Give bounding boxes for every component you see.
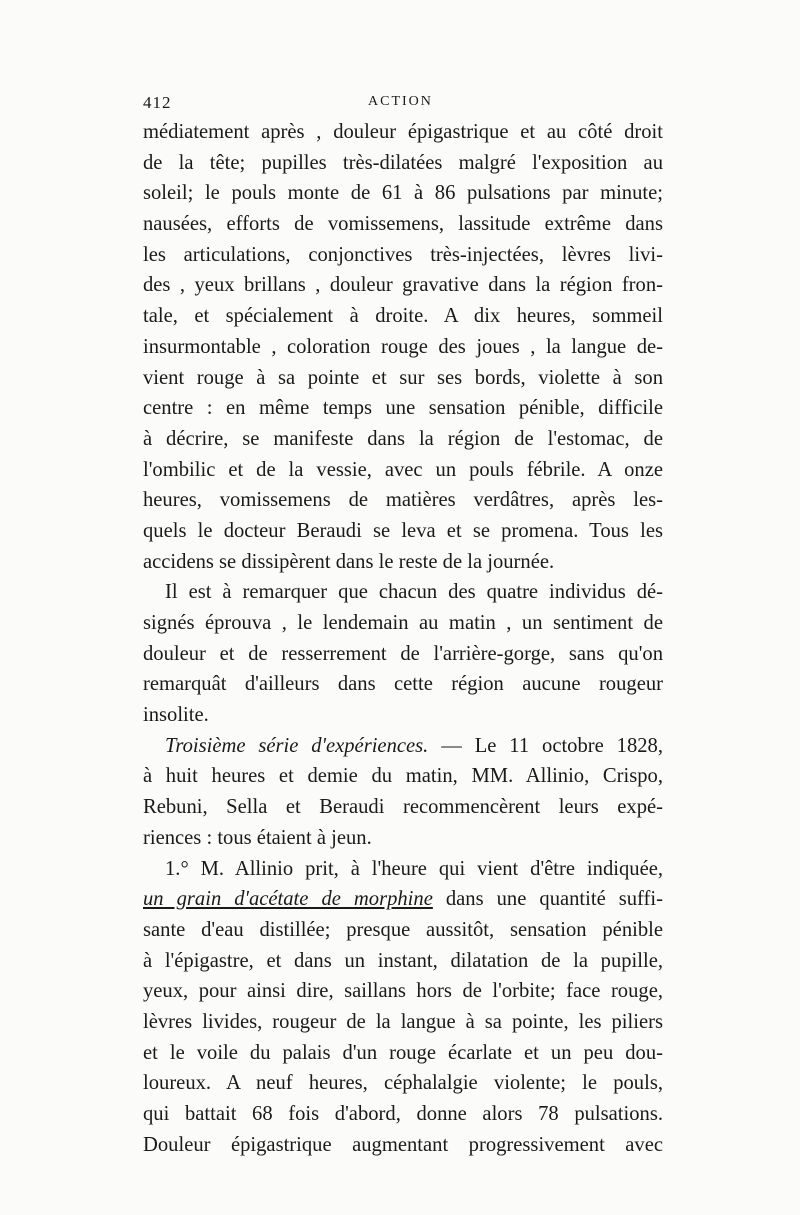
- text-line: et le voile du palais d'un rouge écarlate et un peu dou-: [143, 1041, 663, 1064]
- page-number: 412: [143, 93, 172, 112]
- text-line: heures, vomissemens de matières verdâtres, après les-: [143, 489, 663, 512]
- text-line: à l'épigastre, et dans un instant, dilatation de la pupille,: [143, 949, 663, 972]
- text-line: loureux. A neuf heures, céphalalgie violente; le pouls,: [143, 1072, 663, 1095]
- text-line: Il est à remarquer que chacun des quatre individus dé-: [165, 581, 663, 604]
- text-line: remarquât d'ailleurs dans cette région aucune rougeur: [143, 673, 663, 696]
- text-line: douleur et de resserrement de l'arrière-gorge, sans qu'on: [143, 642, 663, 665]
- text-line: riences : tous étaient à jeun.: [143, 826, 372, 849]
- body-text: [143, 117, 663, 1160]
- text-line: médiatement après , douleur épigastrique et au côté droit: [143, 121, 663, 143]
- text-line: les articulations, conjonctives très-injectées, lèvres livi-: [143, 243, 663, 266]
- text-line: accidens se dissipèrent dans le reste de la journée.: [143, 550, 555, 573]
- text-line: l'ombilic et de la vessie, avec un pouls fébrile. A onze: [143, 458, 663, 481]
- text-line: Rebuni, Sella et Beraudi recommencèrent leurs expé-: [143, 796, 663, 819]
- text-line: qui battait 68 fois d'abord, donne alors 78 pulsations.: [143, 1103, 663, 1125]
- text-line: vient rouge à sa pointe et sur ses bords, violette à son: [143, 366, 663, 389]
- text-line: des , yeux brillans , douleur gravative dans la région fron-: [143, 274, 663, 297]
- text-line: insurmontable , coloration rouge des joues , la langue de-: [143, 335, 663, 358]
- text-line: signés éprouva , le lendemain au matin , un sentiment de: [143, 612, 663, 634]
- text-line: quels le docteur Beraudi se leva et se promena. Tous les: [143, 519, 663, 542]
- emphasized-substance: un grain d'acétate de morphine: [143, 888, 433, 911]
- text-line: sante d'eau distillée; presque aussitôt, sensation pénible: [143, 918, 663, 941]
- text-line: Troisième série d'expériences. — Le 11 octobre 1828,: [165, 734, 663, 757]
- text-line: tale, et spécialement à droite. A dix heures, sommeil: [143, 305, 663, 328]
- text-line: centre : en même temps une sensation pénible, difficile: [143, 397, 663, 420]
- text-line: de la tête; pupilles très-dilatées malgré l'exposition au: [143, 151, 663, 174]
- text-line: yeux, pour ainsi dire, saillans hors de l'orbite; face rouge,: [143, 980, 663, 1003]
- text-line: insolite.: [143, 704, 209, 727]
- text-line: lèvres livides, rougeur de la langue à sa pointe, les piliers: [143, 1010, 663, 1033]
- text-line: Douleur épigastrique augmentant progressivement avec: [143, 1133, 663, 1156]
- text-line: soleil; le pouls monte de 61 à 86 pulsations par minute;: [143, 182, 663, 205]
- running-title: ACTION: [368, 94, 433, 109]
- text-line: à décrire, se manifeste dans la région de l'estomac, de: [143, 427, 663, 450]
- text-line: un grain d'acétate de morphine dans une quantité suffi-: [143, 888, 663, 911]
- section-heading: Troisième série d'expériences.: [165, 734, 429, 757]
- text-line: nausées, efforts de vomissemens, lassitude extrême dans: [143, 213, 663, 236]
- text-line: à huit heures et demie du matin, MM. Allinio, Crispo,: [143, 765, 663, 788]
- text-line: 1.° M. Allinio prit, à l'heure qui vient d'être indiquée,: [165, 857, 663, 880]
